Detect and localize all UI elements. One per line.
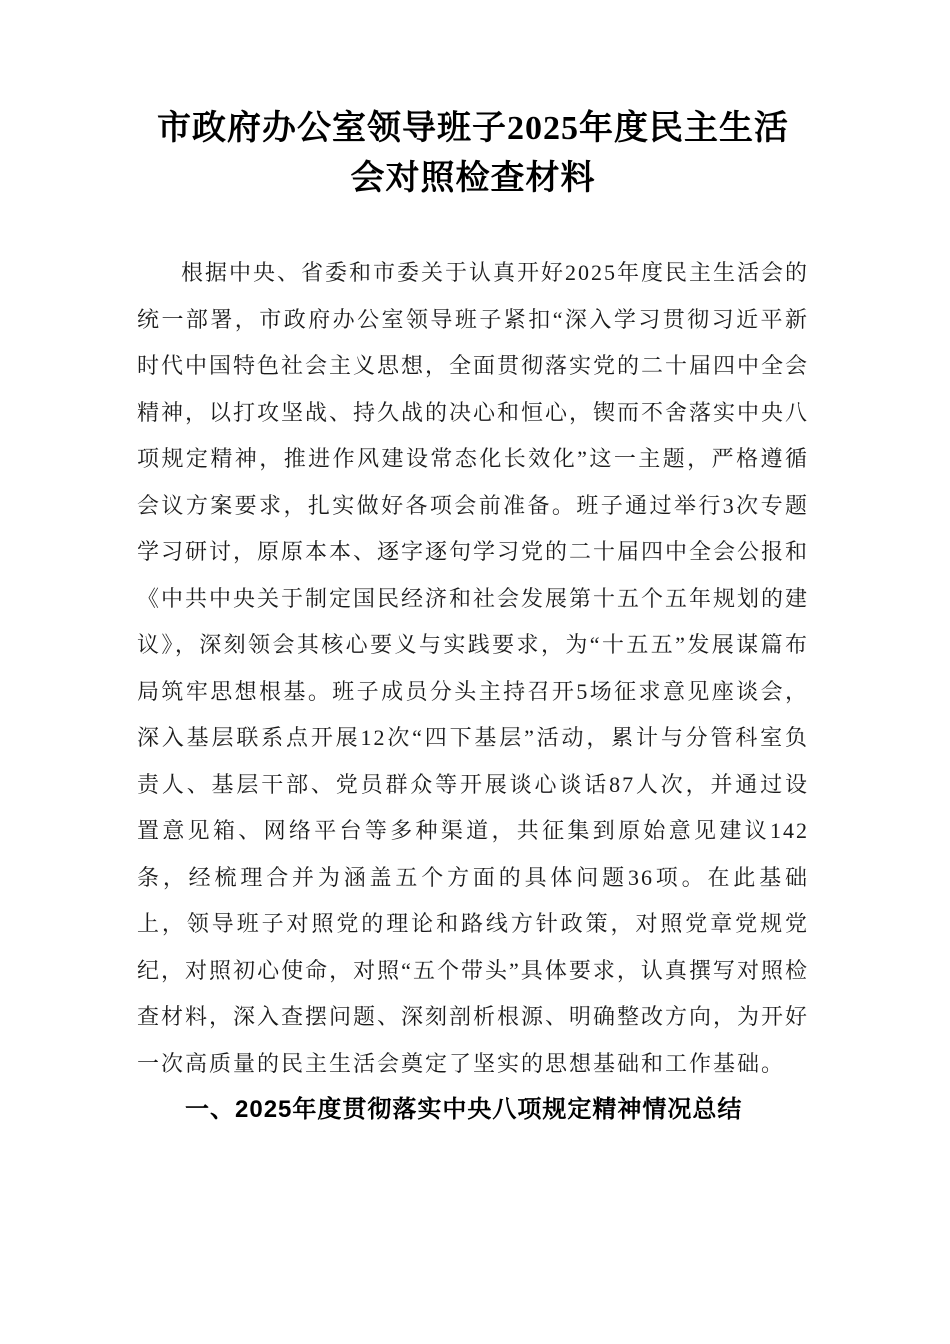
- document-title-line-2: 会对照检查材料: [350, 160, 596, 197]
- body-paragraph: 根据中央、省委和市委关于认真开好2025年度民主生活会的统一部署，市政府办公室领导班子紧扣“深入学习贯彻习近平新时代中国特色社会主义思想，全面贯彻落实党的二十届四中全会精神，以打攻坚战、持久战的决心和恒心，锲而不舍落实中央八项规定精神，推进作风建设常态化长效化”这一主题，严格遵循会议方案要求，扎实做好各项会前准备。班子通过举行3次专题学习研讨，原原本本、逐字逐句学习党的二十届四中全会公报和《中共中央关于制定国民经济和社会发展第十五个五年规划的建议》，深刻领会其核心要义与实践要求，为“十五五”发展谋篇布局筑牢思想根基。班子成员分头主持召开5场征求意见座谈会，深入基层联系点开展12次“四下基层”活动，累计与分管科室负责人、基层干部、党员群众等开展谈心谈话87人次，并通过设置意见箱、网络平台等多种渠道，共征集到原始意见建议142条，经梳理合并为涵盖五个方面的具体问题36项。在此基础上，领导班子对照党的理论和路线方针政策，对照党章党规党纪，对照初心使命，对照“五个带头”具体要求，认真撰写对照检查材料，深入查摆问题、深刻剖析根源、明确整改方向，为开好一次高质量的民主生活会奠定了坚实的思想基础和工作基础。: [137, 260, 810, 1076]
- document-title: [137, 104, 809, 204]
- document-title-line-1: 市政府办公室领导班子2025年度民主生活: [157, 110, 789, 147]
- section-heading: 一、2025年度贯彻落实中央八项规定精神情况总结: [185, 1096, 743, 1123]
